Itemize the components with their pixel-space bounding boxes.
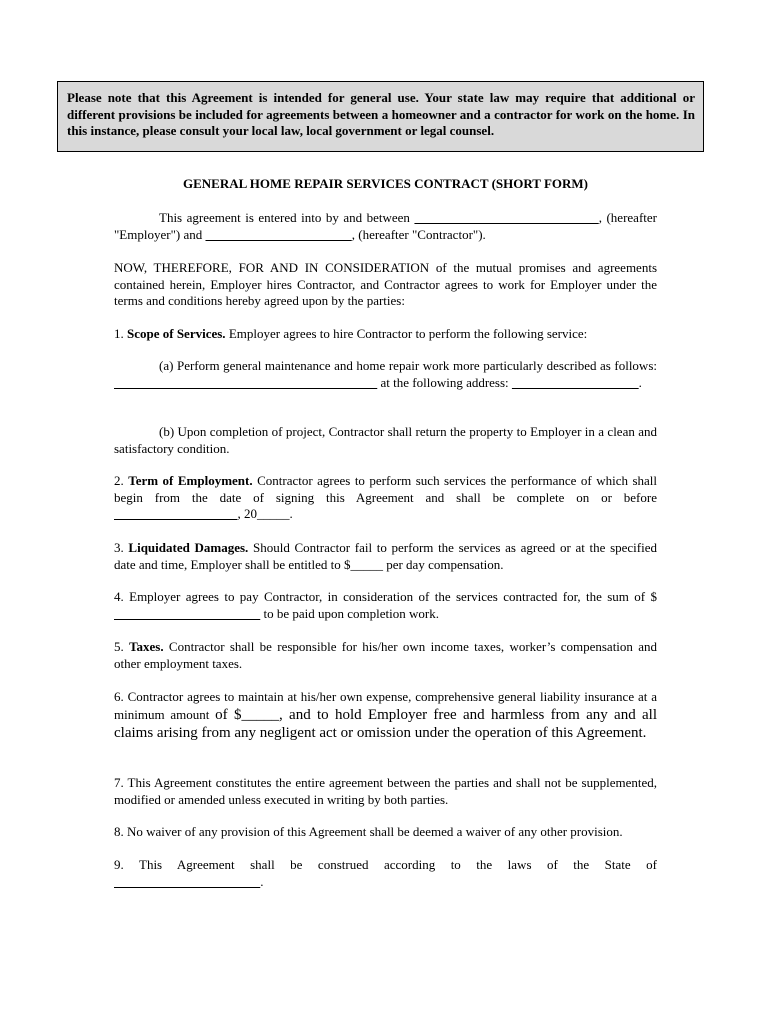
section-6-text-a: 6. Contractor agrees to maintain at his/her own expense, comprehensive general liability insurance at a minimum amount (114, 689, 657, 722)
section-6-insurance (114, 688, 657, 742)
section-2-text-b: , 20_____. (237, 506, 293, 521)
section-8-waiver: 8. No waiver of any provision of this Agreement shall be deemed a waiver of any other provision. (114, 824, 623, 839)
section-5-number: 5. (114, 639, 130, 654)
section-1a-paragraph (114, 358, 657, 391)
section-2-heading: Term of Employment. (128, 473, 253, 488)
section-7-entire-agreement: 7. This Agreement constitutes the entire agreement between the parties and shall not be supplemented, modified or amended unless executed in writing by both parties. (114, 775, 657, 807)
now-therefore-paragraph: NOW, THEREFORE, FOR AND IN CONSIDERATION of the mutual promises and agreements contained herein, Employer hires Contractor, and Contractor agrees to work for Employer under the terms and conditions hereby agreed upon by the parties: (114, 260, 657, 308)
section-4-text-a: 4. Employer agrees to pay Contractor, in consideration of the services contracted for, the sum of $ (114, 589, 657, 604)
section-6-text-b: of $_____, and to hold Employer free and harmless from any and all claims arising from any negligent act or omission under the operation of this Agreement. (114, 707, 657, 741)
intro-text-b: , (hereafter "Employer") and (114, 210, 657, 242)
address-blank (512, 375, 639, 390)
section-3-number: 3. (114, 540, 129, 555)
section-1-text: Employer agrees to hire Contractor to perform the following service: (225, 326, 588, 341)
contract-title: GENERAL HOME REPAIR SERVICES CONTRACT (SHORT FORM) (182, 176, 589, 191)
state-blank (114, 874, 260, 889)
employer-name-blank (414, 210, 598, 225)
section-5-taxes (114, 639, 657, 672)
general-use-notice-box (57, 81, 704, 152)
section-5-heading: Taxes. (129, 639, 164, 654)
section-1-scope (114, 326, 657, 343)
section-1a-text-c: . (638, 374, 642, 390)
section-1a-text-a: (a) Perform general maintenance and home repair work more particularly described as follows: (159, 358, 657, 373)
section-1-heading: Scope of Services. (127, 326, 226, 341)
section-4-text-b: to be paid upon completion work. (260, 605, 439, 621)
section-9-governing-law (114, 857, 657, 890)
intro-paragraph (114, 210, 657, 243)
intro-text-a: This agreement is entered into by and between (159, 210, 415, 225)
notice-text: Please note that this Agreement is intended for general use. Your state law may require that additional or different provisions be included for agreements between a homeowner and a contractor for work on the home. In this instance, please consult your local law, local government or legal counsel. (67, 90, 695, 138)
contractor-name-blank (205, 227, 351, 242)
section-3-text: Should Contractor fail to perform the services as agreed or at the specified date and time, Employer shall be entitled to $_____ per day compensation. (114, 540, 657, 572)
section-9-text-b: . (260, 873, 264, 889)
section-4-payment (114, 589, 657, 622)
section-2-text-a: Contractor agrees to perform such services the performance of which shall begin from the date of signing this Agreement and shall be complete on or before (114, 473, 657, 505)
completion-date-blank (114, 506, 238, 521)
intro-text-c: , (hereafter "Contractor"). (351, 226, 486, 242)
section-9-text-a: 9. This Agreement shall be construed according to the laws of the State of (114, 857, 657, 872)
section-2-term (114, 473, 657, 523)
section-3-damages (114, 540, 657, 573)
work-description-blank (114, 375, 377, 390)
section-1-number: 1. (114, 326, 127, 341)
section-2-number: 2. (114, 473, 129, 488)
section-1b-paragraph: (b) Upon completion of project, Contractor shall return the property to Employer in a clean and satisfactory condition. (114, 424, 657, 456)
section-3-heading: Liquidated Damages. (128, 540, 249, 555)
section-5-text: Contractor shall be responsible for his/her own income taxes, worker’s compensation and other employment taxes. (114, 639, 657, 671)
section-1a-text-b: at the following address: (377, 374, 512, 390)
payment-sum-blank (114, 606, 260, 621)
